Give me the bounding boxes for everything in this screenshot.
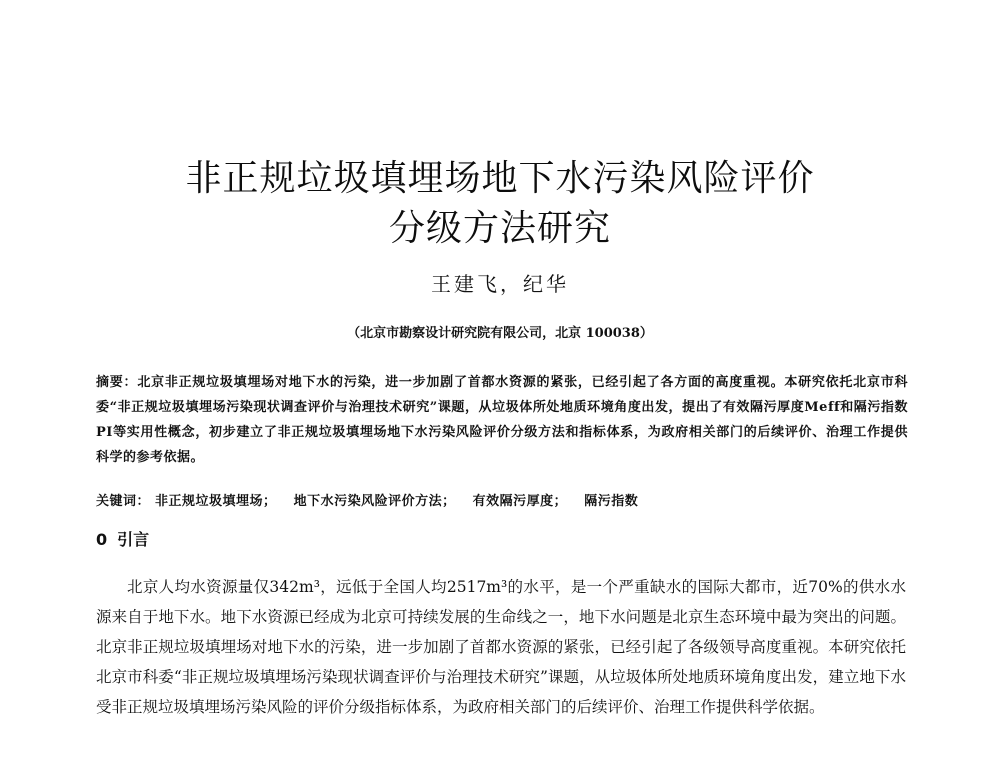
keyword-item: 非正规垃圾填埋场；	[155, 494, 277, 509]
abstract	[96, 370, 908, 470]
keywords	[96, 492, 908, 512]
keyword-item: 地下水污染风险评价方法；	[293, 494, 456, 509]
keyword-item: 隔污指数	[584, 494, 639, 509]
keyword-item: 有效隔污厚度；	[472, 494, 568, 509]
authors: 王建飞，纪华	[431, 272, 569, 296]
abstract-text: 北京非正规垃圾填埋场对地下水的污染，进一步加剧了首都水资源的紧张，已经引起了各方面的高度重视。本研究依托北京市科委“非正规垃圾填埋场污染现状调查评价与治理技术研究”课题，从垃圾体所处地质环境角度出发，提出了有效隔污厚度Meff和隔污指数PI等实用性概念，初步建立了非正规垃圾填埋场地下水污染风险评价分级方法和指标体系，为政府相关部门的后续评价、治理工作提供科学的参考依据。	[96, 375, 908, 465]
section-number: 0	[96, 530, 108, 549]
paper-title-line-2: 分级方法研究	[388, 208, 611, 249]
affiliation: （北京市勘察设计研究院有限公司，北京 100038）	[347, 326, 653, 341]
keywords-label: 关键词：	[96, 494, 151, 509]
section-title: 引言	[117, 530, 150, 549]
paper-title-line-1: 非正规垃圾填埋场地下水污染风险评价	[185, 158, 815, 199]
body-paragraph: 北京人均水资源量仅342m³，远低于全国人均2517m³的水平，是一个严重缺水的国际大都市，近70%的供水水源来自于地下水。地下水资源已经成为北京可持续发展的生命线之一，地下水问题是北京生态环境中最为突出的问题。北京非正规垃圾填埋场对地下水的污染，进一步加剧了首都水资源的紧张，已经引起了各级领导高度重视。本研究依托北京市科委“非正规垃圾填埋场污染现状调查评价与治理技术研究”课题，从垃圾体所处地质环境角度出发，建立地下水受非正规垃圾填埋场污染风险的评价分级指标体系，为政府相关部门的后续评价、治理工作提供科学依据。	[96, 578, 906, 716]
abstract-label: 摘要：	[96, 375, 138, 390]
section-heading	[96, 527, 149, 550]
